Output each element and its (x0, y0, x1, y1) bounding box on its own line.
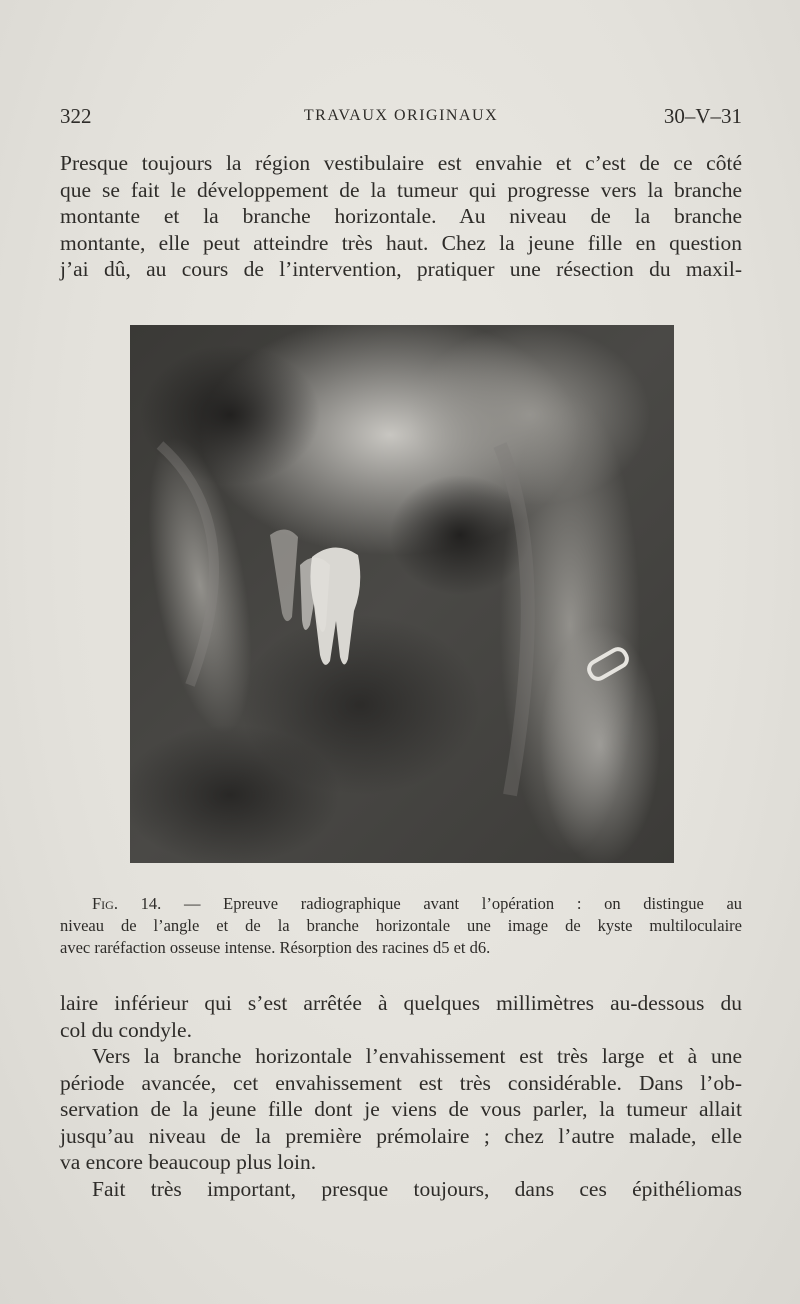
text-line: Vers la branche horizontale l’envahissement est très large et à une (92, 1044, 742, 1068)
text-line: que se fait le développement de la tumeur qui progresse vers la branche (60, 177, 742, 202)
figure-caption (60, 893, 742, 959)
header-date: 30–V–31 (663, 104, 742, 128)
paragraph-bottom (60, 990, 742, 1202)
text-line: laire inférieur qui s’est arrêtée à quelques millimètres au-dessous du (60, 991, 742, 1015)
radiograph-image (130, 325, 674, 863)
radiograph-figure (130, 325, 674, 863)
text-line: col du condyle. (60, 1017, 192, 1042)
text-line: période avancée, cet envahissement est très considérable. Dans l’ob- (60, 1070, 742, 1095)
caption-line (60, 893, 742, 915)
text-line: va encore beaucoup plus loin. (60, 1150, 317, 1174)
page-number: 322 (60, 104, 92, 128)
caption-text: — Epreuve radiographique avant l’opération : on distingue au (183, 894, 743, 913)
text-line: servation de la jeune fille dont je viens de vous parler, la tumeur allait (60, 1097, 742, 1121)
text-line: jusqu’au niveau de la première prémolaire ; chez l’autre malade, elle (60, 1123, 742, 1148)
running-header (60, 104, 742, 132)
text-line: Presque toujours la région vestibulaire est envahie et c’est de ce côté (60, 151, 742, 175)
paragraph-top (60, 150, 742, 283)
running-title: TRAVAUX ORIGINAUX (303, 107, 499, 124)
text-line: j’ai dû, au cours de l’intervention, pratiquer une résection du maxil- (60, 257, 742, 281)
text-line: montante, elle peut atteindre très haut. Chez la jeune fille en question (60, 230, 742, 255)
caption-line: niveau de l’angle et de la branche horizontale une image de kyste multiloculaire (60, 916, 742, 935)
figure-label: Fig. 14. (92, 894, 162, 913)
text-line: montante et la branche horizontale. Au niveau de la branche (60, 204, 742, 228)
text-line: Fait très important, presque toujours, dans ces épithéliomas (92, 1176, 742, 1201)
caption-line: avec raréfaction osseuse intense. Résorption des racines d5 et d6. (60, 938, 491, 957)
